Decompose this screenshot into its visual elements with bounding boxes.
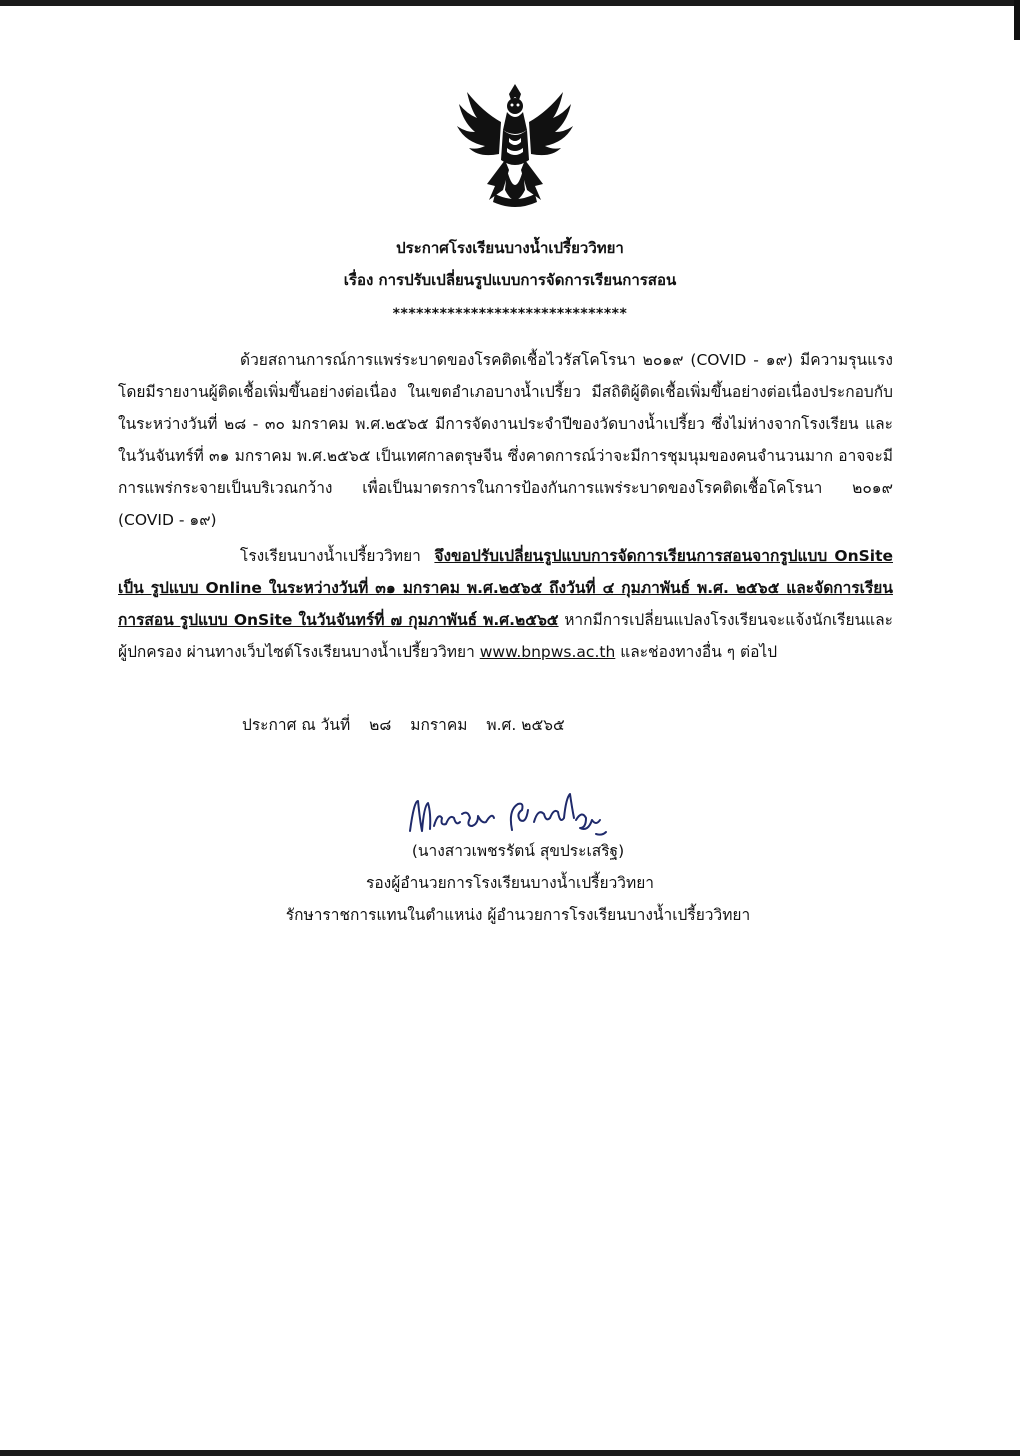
paragraph-announcement (118, 540, 893, 668)
notification-text: หากมีการเปลี่ยนแปลงโรงเรียนจะแจ้งนักเรียนและผู้ปกครอง ผ่านทางเว็บไซต์โรงเรียนบางน้ำเปรี้ยววิทยา (118, 611, 893, 661)
announcement-subject: เรื่อง การปรับเปลี่ยนรูปแบบการจัดการเรียนการสอน (343, 271, 677, 289)
scan-edge-corner (1014, 0, 1020, 40)
other-channels-text: และช่องทางอื่น ๆ ต่อไป (620, 643, 778, 661)
paragraph-situation (118, 344, 893, 536)
signer-name: (นางสาวเพชรรัตน์ สุขประเสริฐ) (411, 842, 625, 860)
signer-position: รองผู้อำนวยการโรงเรียนบางน้ำเปรี้ยววิทยา (366, 874, 654, 892)
announcement-date (242, 712, 579, 737)
scan-edge-top (0, 0, 1020, 6)
announcement-title: ประกาศโรงเรียนบางน้ำเปรี้ยววิทยา (396, 239, 624, 257)
date-year: พ.ศ. ๒๕๖๕ (486, 716, 565, 734)
teaching-change-emphasis: จึงขอปรับเปลี่ยนรูปแบบการจัดการเรียนการสอนจากรูปแบบ OnSite เป็น รูปแบบ Online ในระหว่างวันที่ ๓๑ มกราคม พ.ศ.๒๕๖๕ ถึงวันที่ ๔ กุมภาพันธ์ พ.ศ. ๒๕๖๕ และจัดการเรียนการสอน รูปแบบ OnSite ในวันจันทร์ที่ ๗ กุมภาพันธ์ พ.ศ.๒๕๖๕ (118, 547, 893, 629)
signer-acting-position: รักษาราชการแทนในตำแหน่ง ผู้อำนวยการโรงเรียนบางน้ำเปรี้ยววิทยา (285, 906, 751, 924)
handwritten-signature (400, 786, 630, 846)
date-prefix: ประกาศ ณ วันที่ (242, 716, 351, 734)
school-website-link[interactable]: www.bnpws.ac.th (479, 643, 616, 661)
school-name-intro: โรงเรียนบางน้ำเปรี้ยววิทยา (240, 547, 421, 565)
scan-edge-bottom (0, 1450, 1020, 1456)
garuda-emblem-icon (455, 82, 575, 212)
paragraph-situation-text: ด้วยสถานการณ์การแพร่ระบาดของโรคติดเชื้อไวรัสโคโรนา ๒๐๑๙ (COVID - ๑๙) มีความรุนแรงโดยมีรายงานผู้ติดเชื้อเพิ่มขึ้นอย่างต่อเนื่อง ในเขตอำเภอบางน้ำเปรี้ยว มีสถิติผู้ติดเชื้อเพิ่มขึ้นอย่างต่อเนื่องประกอบกับในระหว่างวันที่ ๒๘ - ๓๐ มกราคม พ.ศ.๒๕๖๕ มีการจัดงานประจำปีของวัดบางน้ำเปรี้ยว ซึ่งไม่ห่างจากโรงเรียน และในวันจันทร์ที่ ๓๑ มกราคม พ.ศ.๒๕๖๕ เป็นเทศกาลตรุษจีน ซึ่งคาดการณ์ว่าจะมีการชุมนุมของคนจำนวนมาก อาจจะมีการแพร่กระจายเป็นบริเวณกว้าง เพื่อเป็นมาตรการในการป้องกันการแพร่ระบาดของโรคติดเชื้อโคโรนา ๒๐๑๙ (COVID - ๑๙) (118, 351, 893, 529)
title-separator: ****************************** (392, 306, 628, 322)
date-day: ๒๘ (369, 716, 392, 734)
date-month: มกราคม (410, 716, 468, 734)
